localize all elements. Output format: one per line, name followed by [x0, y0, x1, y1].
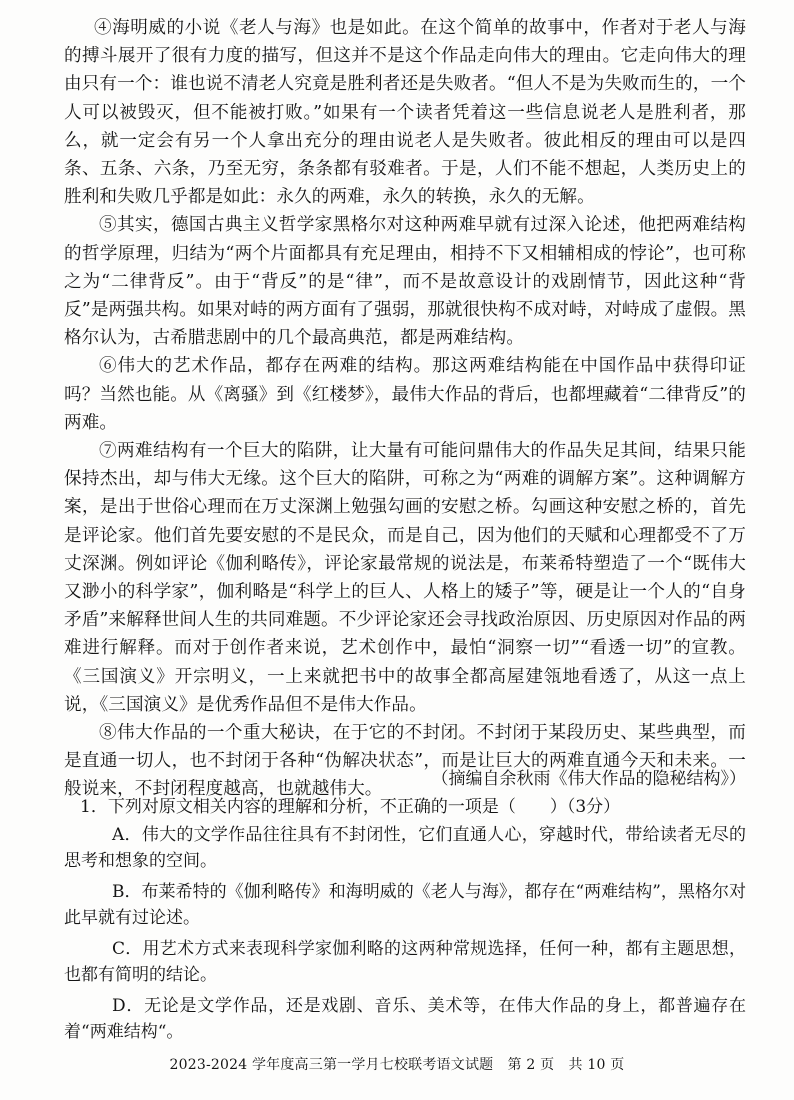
question-1: [64, 794, 746, 1050]
paragraph-6: ⑥伟大的艺术作品，都存在两难的结构。那这两难结构能在中国作品中获得印证吗？当然也能。从《离骚》到《红楼梦》，最伟大作品的背后，也都埋藏着“二律背反”的两难。: [64, 356, 746, 433]
paragraph-8: ⑧伟大作品的一个重大秘诀，在于它的不封闭。不封闭于某段历史、某些典型，而是直通一切人，也不封闭于各种“伪解决状态”，而是让巨大的两难直通今天和未来。一般说来，不封闭程度越高，也就越伟大。: [64, 723, 746, 800]
paragraph-5: ⑤其实，德国古典主义哲学家黑格尔对这种两难早就有过深入论述，他把两难结构的哲学原理，归结为“两个片面都具有充足理由，相持不下又相辅相成的悖论”，也可称之为“二律背反”。由于“背反”的是“律”，而不是故意设计的戏剧情节，因此这种“背反”是两强共构。如果对峙的两方面有了强弱，那就很快构不成对峙，对峙成了虚假。黑格尔认为，古希腊悲剧中的几个最高典范，都是两难结构。: [64, 215, 746, 349]
option-b: B．布莱希特的《伽利略传》和海明威的《老人与海》，都存在“两难结构”，黑格尔对此早就有过论述。: [64, 882, 746, 928]
page-footer: 2023-2024 学年度高三第一学月七校联考语文试题 第 2 页 共 10 页: [169, 1057, 625, 1073]
passage-source: （摘编自余秋雨《伟大作品的隐秘结构》）: [431, 769, 746, 789]
question-stem: 1．下列对原文相关内容的理解和分析，不正确的一项是（ ）（3分）: [80, 797, 621, 817]
reading-passage: [64, 14, 746, 804]
option-a: A．伟大的文学作品往往具有不封闭性，它们直通人心，穿越时代，带给读者无尽的思考和想象的空间。: [64, 825, 746, 871]
paragraph-7: ⑦两难结构有一个巨大的陷阱，让大量有可能问鼎伟大的作品失足其间，结果只能保持杰出，却与伟大无缘。这个巨大的陷阱，可称之为“两难的调解方案”。这种调解方案，是出于世俗心理而在万丈深渊上勉强勾画的安慰之桥。勾画这种安慰之桥的，首先是评论家。他们首先要安慰的不是民众，而是自己，因为他们的天赋和心理都受不了万丈深渊。例如评论《伽利略传》，评论家最常规的说法是，布莱希特塑造了一个“既伟大又渺小的科学家”，伽利略是“科学上的巨人、人格上的矮子”等，硬是让一个人的“自身矛盾”来解释世间人生的共同难题。不少评论家还会寻找政治原因、历史原因对作品的两难进行解释。而对于创作者来说，艺术创作中，最怕“洞察一切”“看透一切”的宣教。《三国演义》开宗明义，一上来就把书中的故事全都高屋建瓴地看透了，从这一点上说，《三国演义》是优秀作品但不是伟大作品。: [64, 441, 746, 715]
option-c: C．用艺术方式来表现科学家伽利略的这两种常规选择，任何一种，都有主题思想，也都有简明的结论。: [64, 939, 746, 985]
paragraph-4: ④海明威的小说《老人与海》也是如此。在这个简单的故事中，作者对于老人与海的搏斗展开了很有力度的描写，但这并不是这个作品走向伟大的理由。它走向伟大的理由只有一个：谁也说不清老人究竟是胜利者还是失败者。“但人不是为失败而生的，一个人可以被毁灭，但不能被打败。”如果有一个读者凭着这一些信息说老人是胜利者，那么，就一定会有另一个人拿出充分的理由说老人是失败者。彼此相反的理由可以是四条、五条、六条，乃至无穷，条条都有驳难者。于是，人们不能不想起，人类历史上的胜利和失败几乎都是如此：永久的两难，永久的转换，永久的无解。: [64, 18, 746, 208]
option-d: D．无论是文学作品，还是戏剧、音乐、美术等，在伟大作品的身上，都普遍存在着“两难结构“。: [64, 996, 746, 1042]
